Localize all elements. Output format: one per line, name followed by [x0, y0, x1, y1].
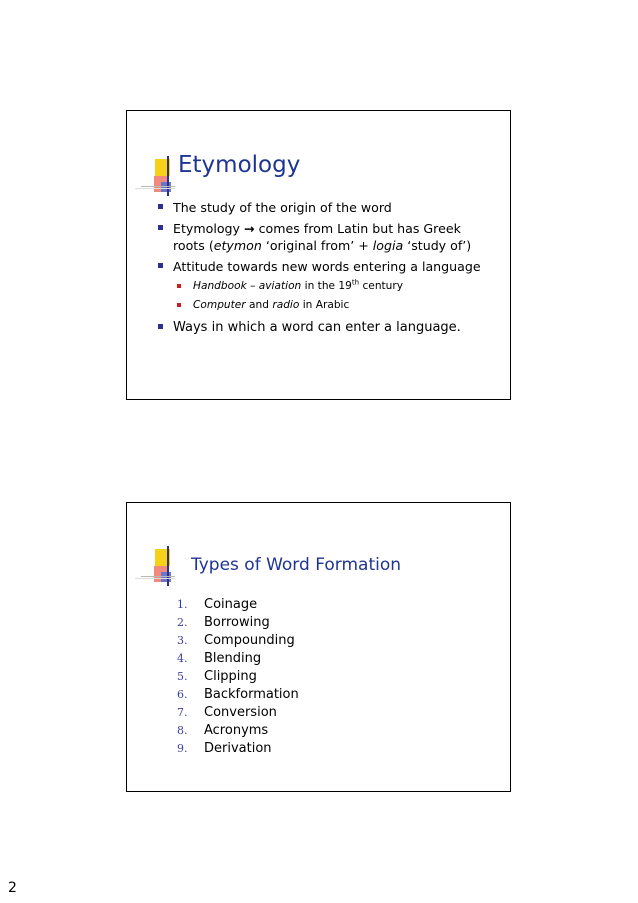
- italic-term: logia: [372, 238, 404, 253]
- list-item-text: Coinage: [204, 597, 258, 612]
- bullet-text: ‘study of’): [403, 238, 472, 253]
- list-number: 9.: [177, 742, 188, 755]
- list-item-text: Compounding: [204, 633, 295, 648]
- sub-bullet-item: [157, 298, 507, 313]
- italic-term: etymon: [213, 238, 262, 253]
- square-bullet-icon: [158, 263, 163, 268]
- italic-term: radio: [272, 299, 300, 311]
- italic-term: Computer: [193, 299, 246, 311]
- list-number: 7.: [177, 706, 188, 719]
- list-item-text: Backformation: [204, 687, 299, 702]
- bullet-item: [157, 220, 507, 254]
- slide-logo-icon: [135, 156, 175, 196]
- page-number: 2: [8, 880, 17, 896]
- list-item-text: Borrowing: [204, 615, 270, 630]
- slide-title: Types of Word Formation: [191, 555, 402, 575]
- red-square-bullet-icon: [177, 284, 181, 288]
- square-bullet-icon: [158, 324, 163, 329]
- italic-term: aviation: [258, 280, 302, 292]
- bullet-text: Etymology: [173, 221, 240, 236]
- bullet-text: roots (: [173, 238, 214, 253]
- list-item-text: Acronyms: [204, 723, 269, 738]
- italic-term: Handbook: [193, 280, 247, 292]
- bullet-text: Attitude towards new words entering a language: [173, 259, 481, 274]
- sub-bullet-text: in the 19: [301, 280, 352, 292]
- list-item-text: Clipping: [204, 669, 257, 684]
- slide-logo-icon: [135, 546, 175, 586]
- bullet-text: comes from Latin but has Greek: [254, 221, 461, 236]
- list-number: 1.: [177, 598, 188, 611]
- bullet-text: The study of the origin of the word: [173, 200, 392, 215]
- list-number: 3.: [177, 634, 188, 647]
- bullet-text: Ways in which a word can enter a language.: [173, 320, 461, 335]
- square-bullet-icon: [158, 225, 163, 230]
- list-item-text: Blending: [204, 651, 262, 666]
- slide-etymology: [126, 110, 511, 400]
- bullet-item: [157, 319, 507, 336]
- list-number: 2.: [177, 616, 188, 629]
- bullet-text: ‘original from’ +: [261, 238, 373, 253]
- list-number: 5.: [177, 670, 188, 683]
- red-square-bullet-icon: [177, 303, 181, 307]
- bullet-item: [157, 258, 507, 275]
- sub-bullet-text: century: [359, 280, 404, 292]
- slide-title: Etymology: [178, 152, 301, 178]
- sub-bullet-text: –: [246, 280, 259, 292]
- superscript: th: [351, 278, 360, 287]
- sub-bullet-text: and: [245, 299, 273, 311]
- list-number: 4.: [177, 652, 188, 665]
- list-number: 8.: [177, 724, 188, 737]
- slide-word-formation: [126, 502, 511, 792]
- bullet-item: [157, 199, 507, 216]
- list-number: 6.: [177, 688, 188, 701]
- sub-bullet-item: [157, 279, 507, 294]
- bullet-list: [157, 199, 507, 337]
- list-item-text: Conversion: [204, 705, 277, 720]
- sub-bullet-text: in Arabic: [299, 299, 350, 311]
- arrow-icon: →: [244, 221, 255, 236]
- square-bullet-icon: [158, 204, 163, 209]
- list-item-text: Derivation: [204, 741, 272, 756]
